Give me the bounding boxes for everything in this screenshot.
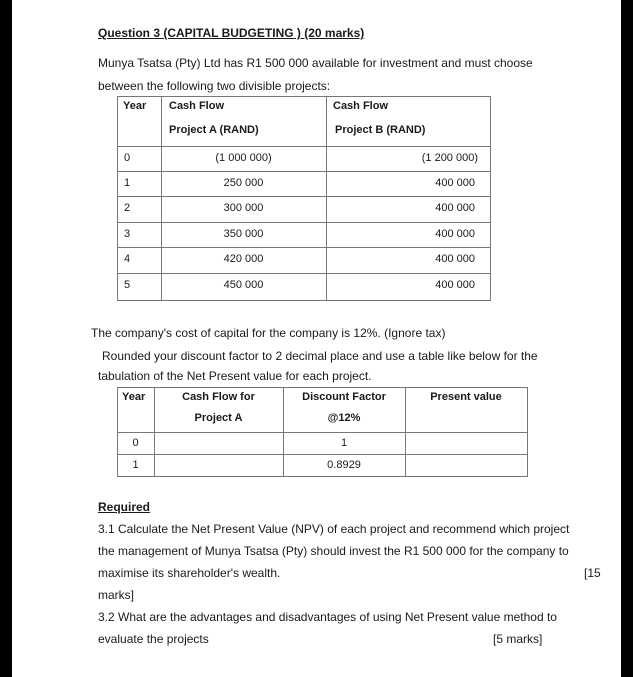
question-3-1-marks: [15 <box>584 566 601 580</box>
table1-row-year: 5 <box>124 279 131 291</box>
rounded-line-2: tabulation of the Net Present value for each project. <box>98 369 372 383</box>
table2-header-cf-line2: Project A <box>194 412 243 424</box>
intro-line-1: Munya Tsatsa (Pty) Ltd has R1 500 000 available for investment and must choose <box>98 56 533 70</box>
table2-header-year: Year <box>122 391 146 403</box>
question-3-2-line-1: 3.2 What are the advantages and disadvantages of using Net Present value method to <box>98 610 557 624</box>
table1-row-b: 400 000 <box>435 253 475 265</box>
table1-row-year: 1 <box>124 177 131 189</box>
table1-row-b: 400 000 <box>435 202 475 214</box>
table1-row-a: (1 000 000) <box>215 152 272 164</box>
table2-row-df: 1 <box>340 437 348 449</box>
rounded-line-1: Rounded your discount factor to 2 decimal place and use a table like below for the <box>102 349 538 363</box>
table1-row-year: 4 <box>124 253 131 265</box>
required-heading: Required <box>98 500 151 514</box>
table2-row-year: 0 <box>132 437 139 449</box>
table2-row-year: 1 <box>132 459 139 471</box>
table1-row-a: 250 000 <box>223 177 264 189</box>
table1-row-a: 350 000 <box>223 228 264 240</box>
table1-header-b-line1: Cash Flow <box>333 100 389 112</box>
question-3-2-marks: [5 marks] <box>493 632 543 646</box>
question-title: Question 3 (CAPITAL BUDGETING ) (20 marks) <box>98 26 365 40</box>
table2-row-df: 0.8929 <box>327 459 361 471</box>
question-3-1-marks-close: marks] <box>98 588 134 602</box>
table1-row-a: 450 000 <box>223 279 264 291</box>
question-3-1-line-2: the management of Munya Tsatsa (Pty) should invest the R1 500 000 for the company to <box>98 544 569 558</box>
table2-header-pv: Present value <box>430 391 502 403</box>
table2-header-df-line1: Discount Factor <box>302 391 386 403</box>
table1-header-a-line2: Project A (RAND) <box>169 124 259 136</box>
question-3-2-line-2: evaluate the projects <box>98 632 209 646</box>
table1-header-b-line2: Project B (RAND) <box>335 124 426 136</box>
table2-header-cf-line1: Cash Flow for <box>182 391 255 403</box>
table1-row-b: (1 200 000) <box>421 152 478 164</box>
question-3-1-line-3: maximise its shareholder's wealth. <box>98 566 281 580</box>
table1-header-a-line1: Cash Flow <box>169 100 225 112</box>
table2-header-df-line2: @12% <box>327 412 361 424</box>
table1-header-year: Year <box>123 100 147 112</box>
table1-row-a: 420 000 <box>223 253 264 265</box>
table1-row-a: 300 000 <box>223 202 264 214</box>
table1-row-year: 3 <box>124 228 131 240</box>
cost-of-capital-text: The company's cost of capital for the company is 12%. (Ignore tax) <box>91 326 446 340</box>
question-3-1-line-1: 3.1 Calculate the Net Present Value (NPV) of each project and recommend which project <box>98 522 570 536</box>
npv-table <box>117 387 528 477</box>
table1-row-b: 400 000 <box>435 228 475 240</box>
cash-flow-table <box>117 96 491 301</box>
table1-row-year: 0 <box>124 152 131 164</box>
table1-row-year: 2 <box>124 202 131 214</box>
intro-line-2: between the following two divisible projects: <box>98 79 331 93</box>
table1-row-b: 400 000 <box>435 177 475 189</box>
table1-row-b: 400 000 <box>435 279 475 291</box>
